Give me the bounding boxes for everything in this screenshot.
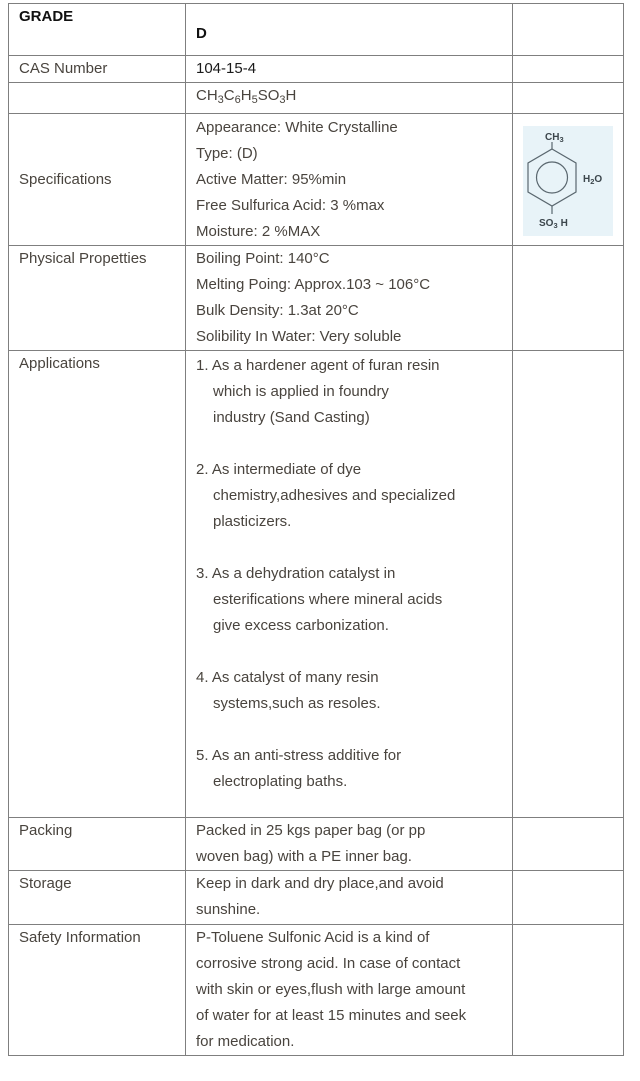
molecular-formula: [186, 83, 513, 114]
cas-number-label: CAS Number: [9, 56, 186, 83]
row-molecular-formula: [9, 83, 624, 114]
packing-label: Packing: [9, 818, 186, 871]
packing-value: [186, 818, 513, 871]
physical-line: Bulk Density: 1.3at 20°C: [196, 302, 359, 319]
so3h-label: $SO_3$ H: [539, 218, 568, 230]
safety-line: P-Toluene Sulfonic Acid is a kind of: [196, 929, 430, 946]
empty-cell: [513, 351, 624, 818]
storage-value: [186, 871, 513, 925]
application-line: 2. As intermediate of dye: [196, 461, 362, 478]
application-line: 3. As a dehydration catalyst in: [196, 565, 396, 582]
row-grade: [9, 4, 624, 56]
physical-line: Solibility In Water: Very soluble: [196, 328, 402, 345]
formula-segment: SO: [257, 87, 280, 104]
formula-subscript: 3: [217, 94, 224, 106]
formula-subscript: 5: [251, 94, 258, 106]
structure-cell: [513, 114, 624, 246]
storage-line: sunshine.: [196, 901, 261, 918]
application-line: chemistry,adhesives and specialized: [213, 487, 456, 504]
specifications-value: [186, 114, 513, 246]
formula-segment: C: [223, 87, 235, 104]
physical-properties-label: Physical Propetties: [9, 246, 186, 351]
spec-line: Active Matter: 95%min: [196, 171, 347, 188]
application-line: esterifications where mineral acids: [213, 591, 443, 608]
application-line: give excess carbonization.: [213, 617, 389, 634]
application-item: [196, 457, 504, 535]
application-line: 1. As a hardener agent of furan resin: [196, 357, 440, 374]
formula-label-empty: [9, 83, 186, 114]
application-line: which is applied in foundry: [213, 383, 389, 400]
cas-number-value: 104-15-4: [186, 56, 513, 83]
ch3-label: $CH_3$: [545, 132, 564, 144]
physical-line: Boiling Point: 140°C: [196, 250, 330, 267]
row-safety-information: [9, 925, 624, 1056]
spec-line: Type: (D): [196, 145, 258, 162]
row-physical-properties: [9, 246, 624, 351]
packing-line: Packed in 25 kgs paper bag (or pp: [196, 822, 426, 839]
formula-segment: H: [285, 87, 297, 104]
safety-information-value: [186, 925, 513, 1056]
product-spec-table: [8, 3, 624, 1056]
empty-cell: [513, 246, 624, 351]
application-item: [196, 561, 504, 639]
row-storage: [9, 871, 624, 925]
applications-value: [186, 351, 513, 818]
safety-information-label: Safety Information: [9, 925, 186, 1056]
empty-cell: [513, 83, 624, 114]
row-specifications: [9, 114, 624, 246]
formula-segment: H: [240, 87, 252, 104]
safety-line: of water for at least 15 minutes and seek: [196, 1007, 467, 1024]
empty-cell: [513, 56, 624, 83]
application-line: industry (Sand Casting): [213, 409, 370, 426]
spec-line: Moisture: 2 %MAX: [196, 223, 321, 240]
formula-subscript: 3: [279, 94, 286, 106]
grade-value: D: [186, 4, 513, 56]
application-item: [196, 743, 504, 795]
molecular-structure: [523, 126, 623, 245]
physical-line: Melting Poing: Approx.103 ~ 106°C: [196, 276, 431, 293]
application-item: [196, 353, 504, 431]
safety-line: for medication.: [196, 1033, 295, 1050]
h2o-label: $H_2O$: [583, 174, 603, 186]
application-item: [196, 665, 504, 717]
storage-line: Keep in dark and dry place,and avoid: [196, 875, 444, 892]
row-packing: [9, 818, 624, 871]
application-line: 4. As catalyst of many resin: [196, 669, 379, 686]
formula-subscript: 6: [234, 94, 241, 106]
application-line: electroplating baths.: [213, 773, 348, 790]
grade-label: GRADE: [9, 4, 186, 56]
empty-cell: [513, 4, 624, 56]
empty-cell: [513, 818, 624, 871]
packing-line: woven bag) with a PE inner bag.: [196, 848, 412, 865]
spec-line: Appearance: White Crystalline: [196, 119, 398, 136]
applications-label: Applications: [9, 351, 186, 818]
empty-cell: [513, 871, 624, 925]
specifications-label: Specifications: [9, 114, 186, 246]
row-cas-number: [9, 56, 624, 83]
safety-line: corrosive strong acid. In case of contact: [196, 955, 461, 972]
spec-line: Free Sulfurica Acid: 3 %max: [196, 197, 385, 214]
application-line: plasticizers.: [213, 513, 292, 530]
row-applications: [9, 351, 624, 818]
formula-segment: CH: [196, 87, 218, 104]
empty-cell: [513, 925, 624, 1056]
safety-line: with skin or eyes,flush with large amount: [196, 981, 466, 998]
application-line: systems,such as resoles.: [213, 695, 381, 712]
physical-properties-value: [186, 246, 513, 351]
storage-label: Storage: [9, 871, 186, 925]
application-line: 5. As an anti-stress additive for: [196, 747, 402, 764]
